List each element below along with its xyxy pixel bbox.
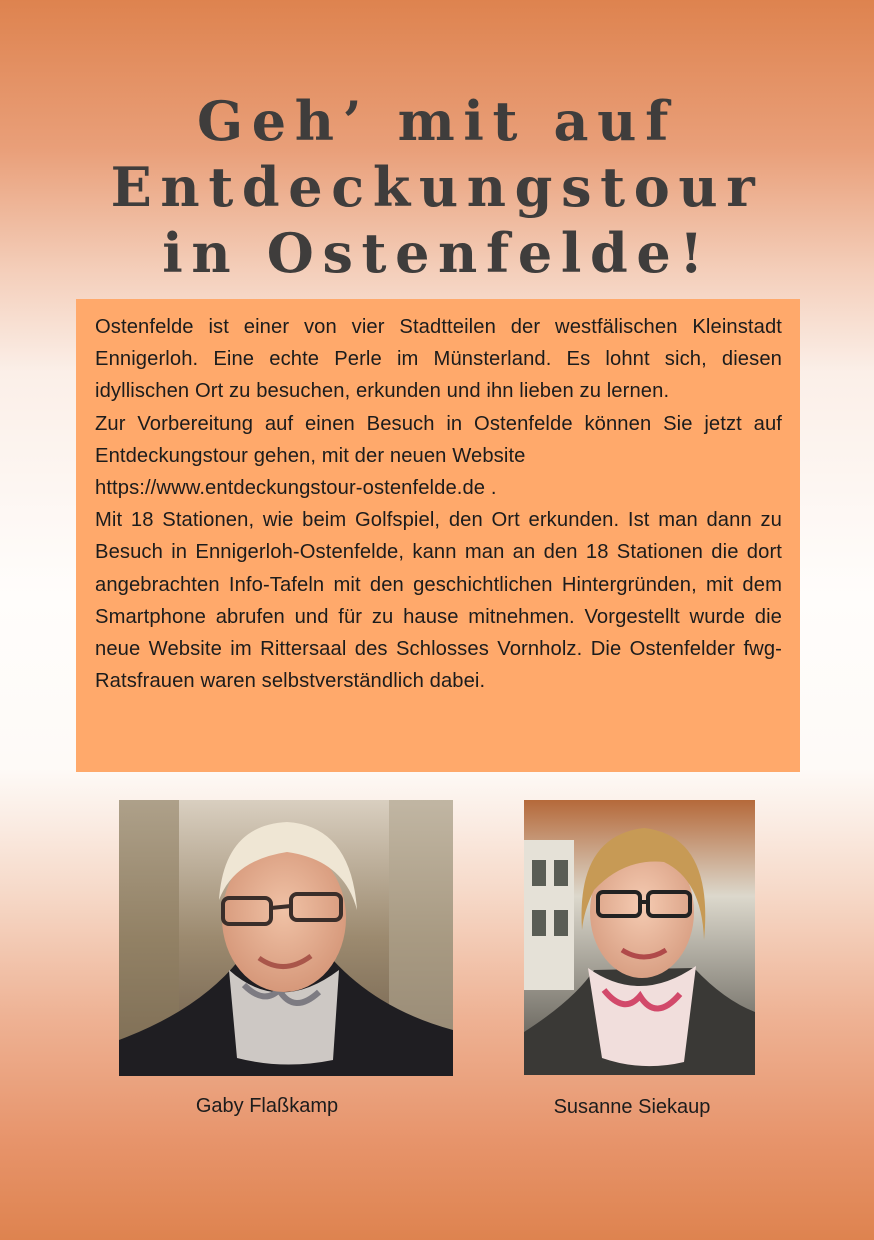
photo-caption-susanne: Susanne Siekaup	[553, 1096, 711, 1118]
article-paragraph-stations: Mit 18 Stationen, wie beim Golfspiel, den Ort erkunden. Ist man dann zu Besuch in Ennigerloh-Ostenfelde, kann man an den 18 Stationen die dort angebrachten Info-Tafeln mit den geschichtlichen Hintergründen, mit dem Smartphone abrufen und für zu hause mitnehmen. Vorgestellt wurde die neue Website im Rittersaal des Schlosses Vornholz. Die Ostenfelder fwg-Ratsfrauen waren selbstverständlich dabei.	[95, 509, 782, 693]
title-line-2: Entdeckungstour	[110, 155, 764, 219]
website-url: https://www.entdeckungstour-ostenfelde.de .	[95, 477, 497, 500]
article-paragraph-website	[95, 408, 782, 505]
article-text-box	[76, 299, 800, 772]
article-paragraph-intro: Ostenfelde ist einer von vier Stadtteilen der westfälischen Kleinstadt Ennigerloh. Eine echte Perle im Münsterland. Es lohnt sich, diesen idyllischen Ort zu besuchen, erkunden und ihn lieben zu lernen.	[95, 316, 782, 403]
portrait-photo-gaby	[119, 800, 453, 1076]
title-line-1: Geh’ mit auf	[197, 89, 677, 153]
article-website-text: Zur Vorbereitung auf einen Besuch in Ostenfelde können Sie jetzt auf Entdeckungstour gehen, mit der neuen Website	[95, 412, 782, 467]
photo-caption-gaby: Gaby Flaßkamp	[195, 1095, 339, 1117]
portrait-photo-susanne	[524, 800, 755, 1075]
page-title	[0, 88, 874, 286]
title-line-3: in Ostenfelde!	[162, 221, 712, 285]
